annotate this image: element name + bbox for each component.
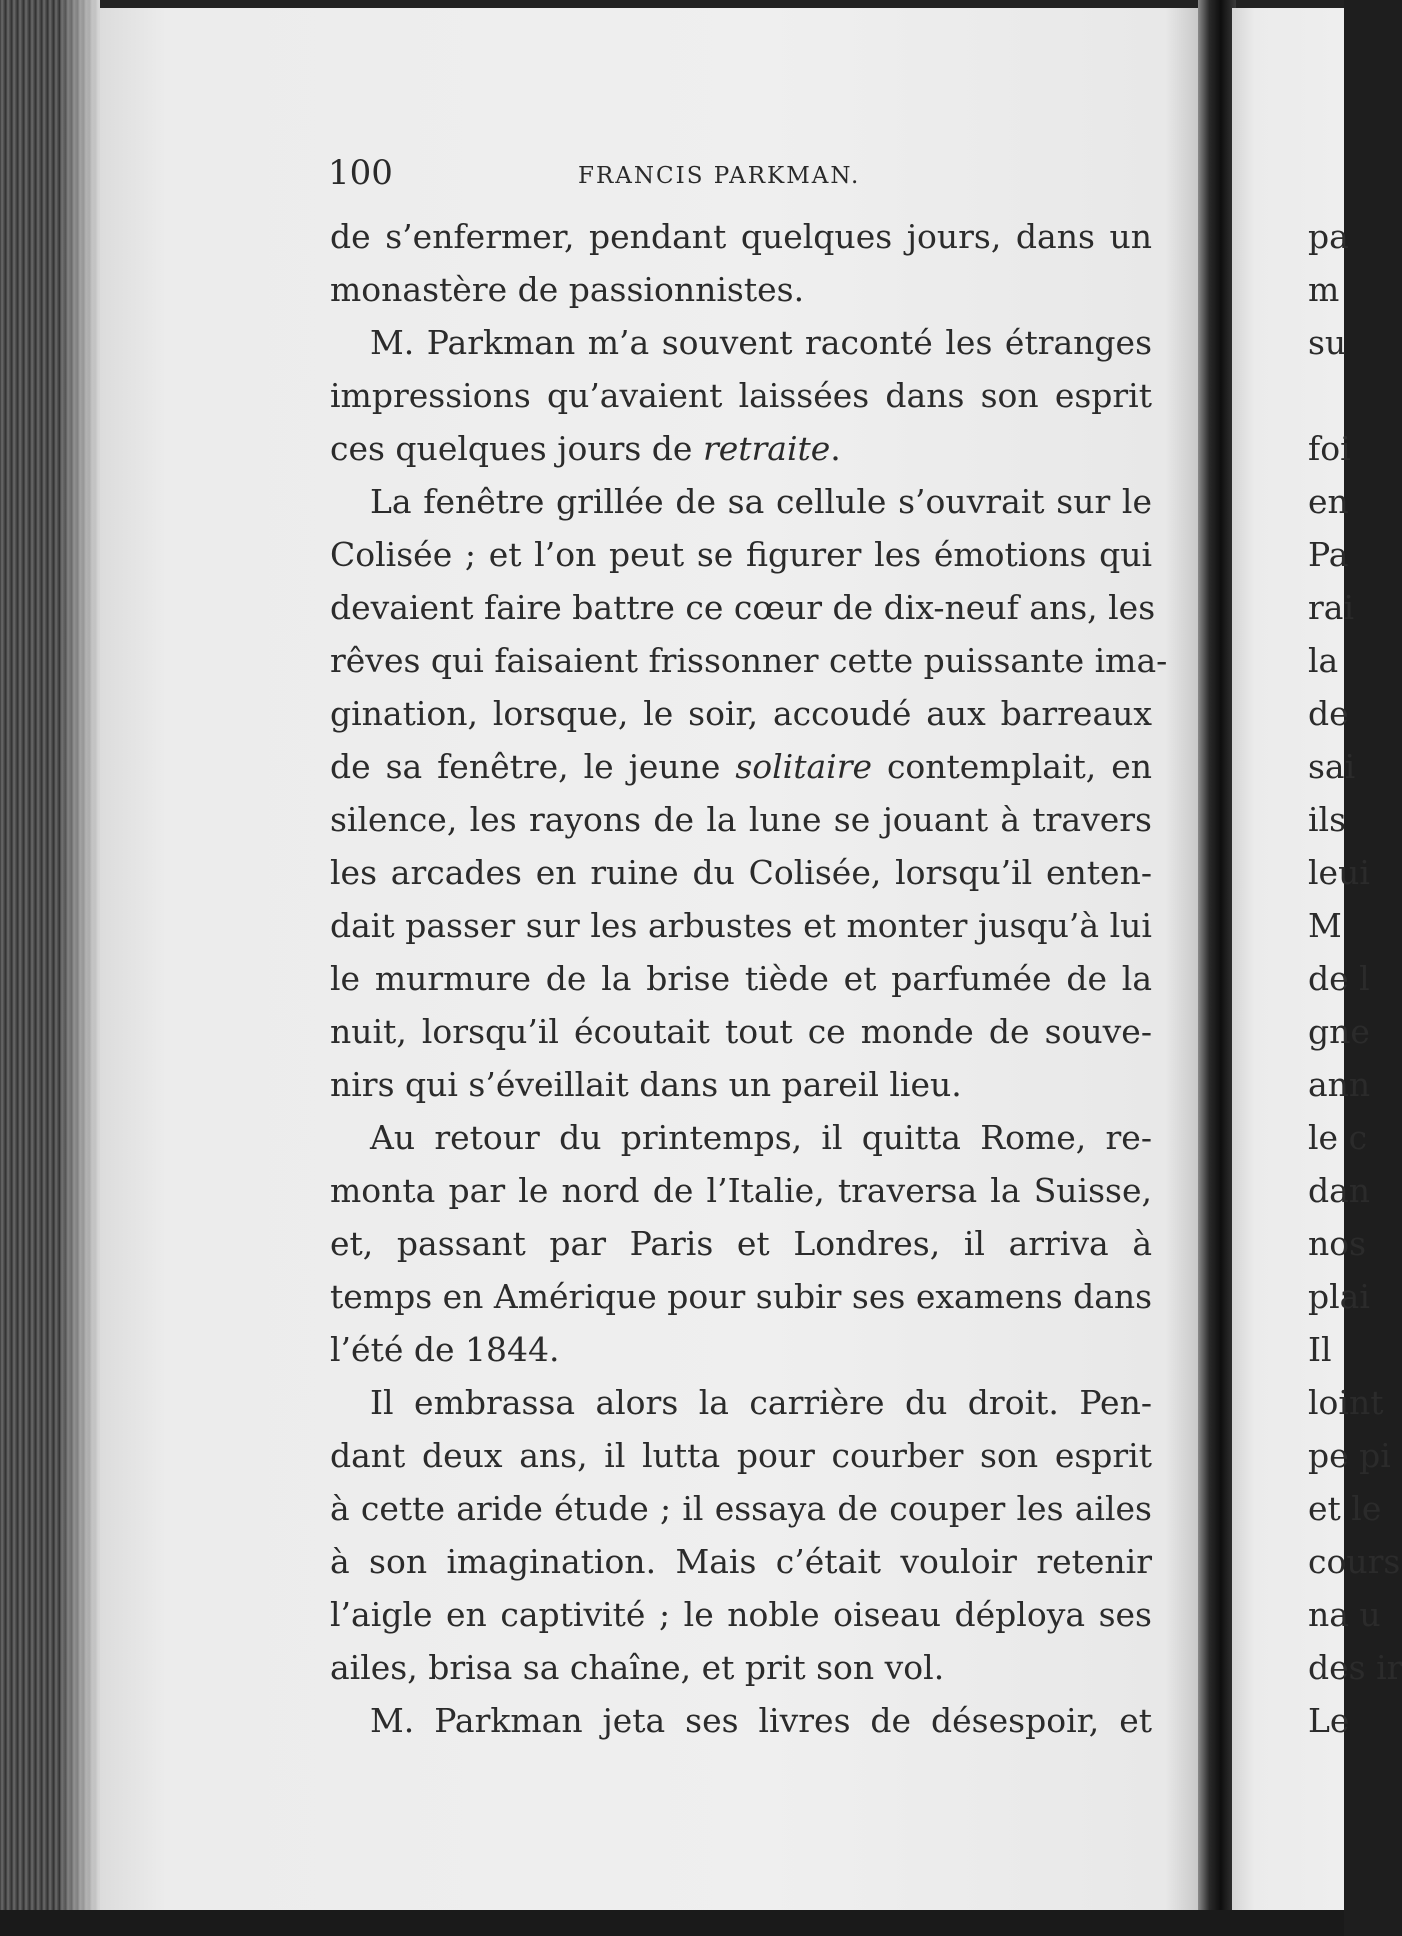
text-line: silence, les rayons de la lune se jouant à travers [330,800,1152,839]
page-number: 100 [328,153,393,193]
text-line: monta par le nord de l’Italie, traversa la Suisse, [330,1171,1152,1210]
scan-bottom-border [0,1910,1344,1936]
text-line: ces quelques jours de retraite. [330,429,841,468]
book-page-edges [0,0,100,1936]
right-page-fragment [1308,369,1402,422]
text-line: Au retour du printemps, il quitta Rome, re- [370,1118,1152,1157]
right-page-fragment: na u [1308,1595,1381,1634]
body-text [330,210,1168,1747]
text-line: monastère de passionnistes. [330,270,805,309]
page-header [328,150,1158,196]
book-gutter [1198,0,1236,1936]
text-line: nirs qui s’éveillait dans un pareil lieu. [330,1065,962,1104]
right-page-fragment: sai [1308,747,1356,786]
text-line: dant deux ans, il lutta pour courber son esprit [330,1436,1152,1475]
text-line: le murmure de la brise tiède et parfumée de la [330,959,1152,998]
text-line: de sa fenêtre, le jeune solitaire contemplait, en [330,747,1152,786]
text-line: impressions qu’avaient laissées dans son esprit [330,376,1152,415]
right-page-fragment: des ir [1308,1648,1402,1687]
text-line: et, passant par Paris et Londres, il arriva à [330,1224,1152,1263]
right-page-fragment: ils [1308,800,1347,839]
text-line: Il embrassa alors la carrière du droit. Pen- [370,1383,1152,1422]
text-line: l’aigle en captivité ; le noble oiseau déploya ses [330,1595,1152,1634]
right-page-fragment: nos [1308,1224,1367,1263]
text-line: devaient faire battre ce cœur de dix-neuf ans, les [330,588,1156,627]
right-page-fragment: dan [1308,1171,1371,1210]
right-page-fragment: foi [1308,429,1351,468]
text-line: M. Parkman jeta ses livres de désespoir, et [370,1701,1152,1740]
text-line: les arcades en ruine du Colisée, lorsqu’il enten- [330,853,1152,892]
right-page-fragment: M [1308,906,1342,945]
right-page-fragment: et le [1308,1489,1382,1528]
right-page-fragment: la [1308,641,1339,680]
right-page-fragment: de l [1308,959,1370,998]
text-line: l’été de 1844. [330,1330,560,1369]
right-page-fragment: le c [1308,1118,1368,1157]
text-line: rêves qui faisaient frissonner cette puissante ima- [330,641,1168,680]
right-page-fragment: gne [1308,1012,1370,1051]
text-line: de s’enfermer, pendant quelques jours, dans un [330,217,1152,256]
right-page-fragment: Il [1308,1330,1332,1369]
text-line: La fenêtre grillée de sa cellule s’ouvrait sur le [370,482,1152,521]
right-page-fragment: m [1308,270,1340,309]
text-line: ailes, brisa sa chaîne, et prit son vol. [330,1648,945,1687]
text-line: nuit, lorsqu’il écoutait tout ce monde de souve- [330,1012,1152,1051]
right-page-text [1308,210,1402,1747]
right-page-fragment: leui [1308,853,1370,892]
text-line: dait passer sur les arbustes et monter jusqu’à lui [330,906,1152,945]
right-page-fragment: Pa [1308,535,1349,574]
text-line: temps en Amérique pour subir ses examens dans [330,1277,1153,1316]
text-line: gination, lorsque, le soir, accoudé aux barreaux [330,694,1152,733]
right-page-fragment: cours [1308,1542,1401,1581]
text-line: Colisée ; et l’on peut se figurer les émotions qui [330,535,1152,574]
running-head: FRANCIS PARKMAN. [578,163,861,189]
text-line: M. Parkman m’a souvent raconté les étranges [370,323,1152,362]
right-page-fragment: pa [1308,217,1349,256]
text-line: à cette aride étude ; il essaya de couper les ailes [330,1489,1152,1528]
right-page-fragment: ann [1308,1065,1371,1104]
right-page-fragment: loint [1308,1383,1384,1422]
right-page-fragment: su [1308,323,1347,362]
right-page-fragment: plai [1308,1277,1370,1316]
right-page-fragment: pe pi [1308,1436,1391,1475]
right-page-fragment: en [1308,482,1349,521]
right-page-fragment: Le [1308,1701,1350,1740]
right-page-fragment: de [1308,694,1349,733]
text-line: à son imagination. Mais c’était vouloir retenir [330,1542,1152,1581]
right-page-fragment: rai [1308,588,1355,627]
